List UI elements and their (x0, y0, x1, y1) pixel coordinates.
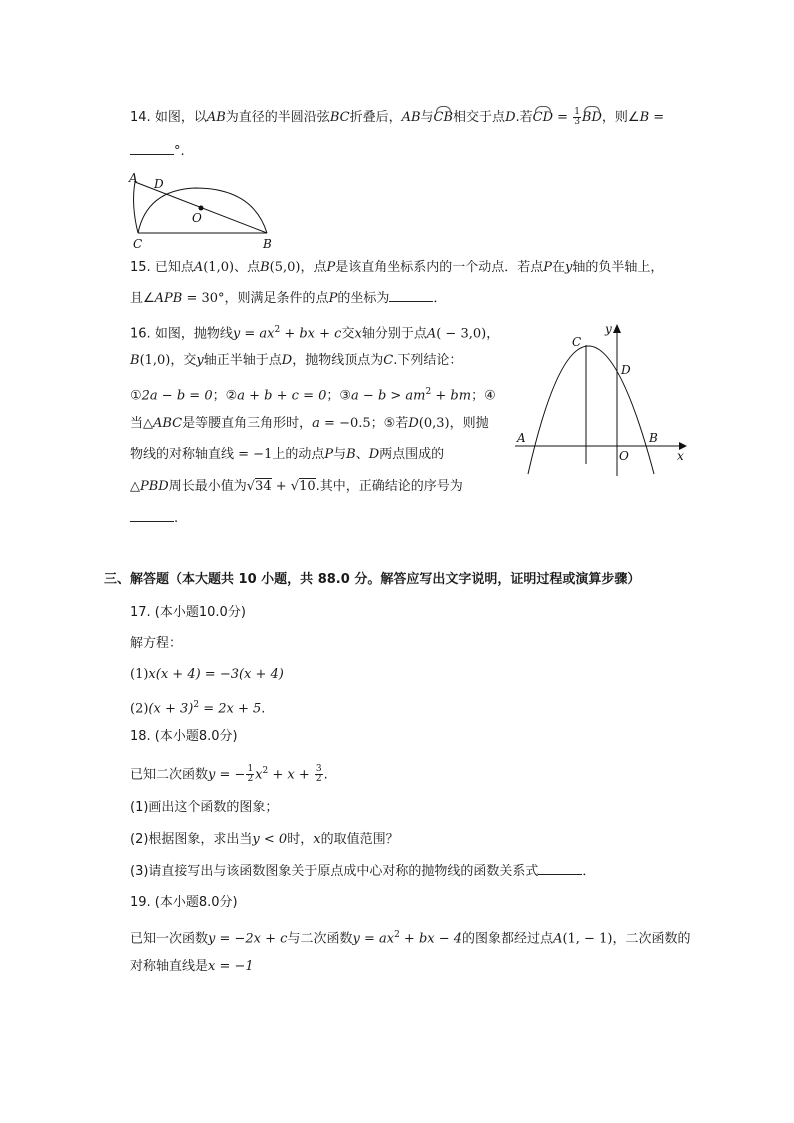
q18-part2: (2)根据图象，求出当y < 0时，x的取值范围？ (130, 832, 399, 847)
q14-line1: 14. 如图，以AB为直径的半圆沿弦BC折叠后，AB与 CB相交于点D.若 CD = $\frac{1}{3}$ BD，则∠B = (130, 107, 665, 127)
q16-line2: B(1,0)，交y轴正半轴于点D，抛物线顶点为C.下列结论： (130, 353, 463, 368)
q16-line6: △PBD周长最小值为√34 + √10.其中，正确结论的序号为 (130, 479, 463, 494)
fraction: $\frac{1}{2}$ (247, 764, 254, 785)
q14-line2: °. (130, 142, 185, 162)
arc-bd: BD (582, 108, 602, 128)
label-y: y (605, 322, 612, 336)
label-d: D (154, 177, 164, 191)
q17-intro: 解方程： (130, 636, 183, 651)
answer-blank[interactable] (130, 509, 174, 522)
parabola-curve (528, 346, 654, 474)
q16-line7: . (130, 509, 178, 529)
q16-line5: 物线的对称轴直线 = −1上的动点P与B、D两点围成的 (130, 447, 445, 462)
q16-figure (512, 318, 692, 478)
q18-heading: 18. (本小题8.0分) (130, 729, 238, 744)
q19-statement-line2: 对称轴直线是x = −1 (130, 959, 254, 974)
q16-line3: ①2a − b = 0；②a + b + c = 0；③a − $b > am^2$ + bm；④ (130, 387, 496, 404)
label-b: B (263, 237, 272, 251)
label-d: D (621, 363, 631, 377)
semicircle-arc (138, 188, 267, 233)
q19-heading: 19. (本小题8.0分) (130, 895, 238, 910)
answer-blank[interactable] (538, 862, 582, 875)
answer-blank[interactable] (130, 142, 174, 155)
q17-part1: (1)x(x + 4) = −3(x + 4) (130, 667, 284, 682)
folded-arc (134, 182, 138, 233)
y-axis-arrow-icon (613, 324, 621, 333)
answer-blank[interactable] (389, 289, 433, 302)
label-c: C (572, 335, 582, 349)
question-number: 15. (130, 260, 151, 275)
label-o: O (192, 211, 202, 225)
q15-line2: 且∠APB = 30°，则满足条件的点P的坐标为 ． (130, 291, 447, 306)
q18-part3: (3)请直接写出与该函数图象关于原点成中心对称的抛物线的函数关系式 ． (130, 864, 596, 879)
sqrt-icon: √ (290, 479, 300, 494)
center-point (199, 206, 204, 211)
q16-line1: 16. 如图，抛物线$y = ax^2$ + bx + c交x轴分别于点A( − 3,0)， (130, 325, 500, 342)
arc-mark-icon (535, 106, 551, 113)
arc-mark-icon (436, 106, 452, 113)
q15-line1: 15. 已知点A(1,0)、点B(5,0)，点P是该直角坐标系内的一个动点．若点P在y轴的负半轴上， (130, 260, 664, 275)
q17-part2: $(2)(x + 3)^2 = 2x + 5$. (130, 700, 266, 717)
label-c: C (133, 237, 143, 251)
q19-statement-line1: 已知一次函数y = −2x + c与二次函数$y = ax^2$ + bx − 4的图象都经过点A(1, − 1)，二次函数的 (130, 930, 691, 947)
arc-cb: CB (434, 108, 454, 128)
sqrt-icon: √ (246, 479, 256, 494)
fraction: $\frac{3}{2}$ (315, 764, 322, 785)
q17-heading: 17. (本小题10.0分) (130, 605, 246, 620)
question-number: 14. (130, 110, 151, 125)
arc-mark-icon (584, 106, 600, 113)
label-a: A (129, 171, 138, 185)
label-x: x (677, 449, 684, 463)
arc-cd: CD (533, 108, 553, 128)
section-header: 三、解答题（本大题共 10 小题，共 88.0 分。解答应写出文字说明，证明过程或演算步骤） (104, 572, 641, 587)
q16-line4: 当△ABC是等腰直角三角形时，a = −0.5；⑤若D(0,3)，则抛 (130, 416, 489, 431)
q14-figure (125, 170, 285, 252)
label-b: B (649, 431, 658, 445)
question-number: 16. (130, 326, 151, 342)
label-o: O (619, 449, 629, 463)
label-a: A (517, 431, 526, 445)
q18-statement: 已知二次函数y = − $\frac{1}{2}$ $x^2 + x$ + $\frac{3}{2}$ . (130, 764, 328, 785)
q18-part1: (1)画出这个函数的图象； (130, 800, 279, 815)
fraction: $\frac{1}{3}$ (574, 107, 580, 127)
